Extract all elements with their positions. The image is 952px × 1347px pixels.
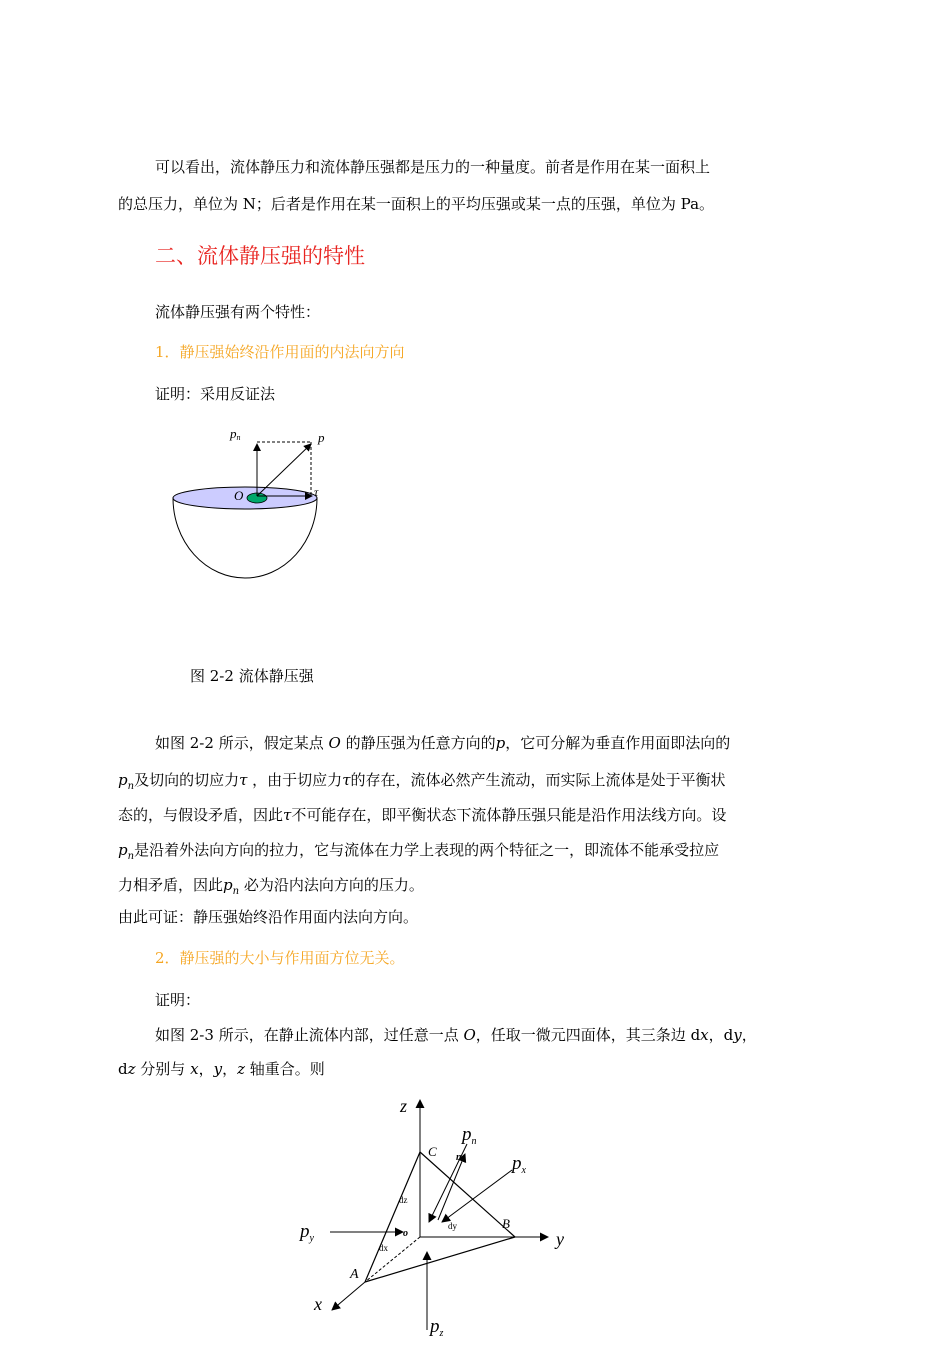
- label-o: o: [403, 1228, 408, 1239]
- label-z: z: [400, 1096, 408, 1116]
- label-y: y: [556, 1229, 564, 1249]
- label-tau: τ: [314, 485, 319, 499]
- label-dz: dz: [399, 1195, 408, 1205]
- section-heading: 二、流体静压强的特性: [155, 244, 365, 268]
- property2-heading: 2．静压强的大小与作用面方位无关。: [155, 949, 405, 967]
- label-a: A: [350, 1267, 359, 1282]
- label-p: p: [318, 430, 325, 445]
- label-dy: dy: [448, 1221, 457, 1231]
- para1-line1: 可以看出，流体静压力和流体静压强都是压力的一种量度。前者是作用在某一面积上: [155, 158, 711, 176]
- label-o: O: [234, 488, 244, 503]
- proof2-label: 证明：: [155, 991, 201, 1009]
- axis-x: [332, 1282, 365, 1310]
- para3-line1: 如图 2-3 所示，在静止流体内部，过任意一点 O，任取一微元四面体，其三条边 dx，dy，: [155, 1026, 757, 1044]
- hemisphere-disk: [173, 487, 317, 509]
- intro-text: 流体静压强有两个特性：: [155, 303, 321, 321]
- label-px: $p_x$: [512, 1153, 526, 1176]
- label-x: x: [314, 1294, 322, 1314]
- figure-tetrahedron: [290, 1092, 590, 1342]
- label-pz: $p_z$: [430, 1316, 444, 1339]
- label-pn: pn: [230, 426, 241, 442]
- hemisphere-bowl: [173, 498, 317, 578]
- figure-hemisphere: [160, 420, 340, 590]
- arrow-p: [257, 444, 311, 496]
- property1-heading: 1．静压强始终沿作用面的内法向方向: [155, 343, 405, 361]
- arrow-n: [438, 1154, 465, 1220]
- label-py: $p_y$: [300, 1221, 314, 1244]
- label-dx: dx: [379, 1243, 388, 1253]
- proof1-label: 证明：采用反证法: [155, 385, 276, 403]
- para2-line3: 态的，与假设矛盾，因此τ不可能存在，即平衡状态下流体静压强只能是沿作用法线方向。设: [118, 806, 727, 824]
- para2-line5: 力相矛盾，因此$p_n$ 必为沿内法向方向的压力。: [118, 876, 424, 897]
- para2-line2: $p_n$及切向的切应力τ ，由于切应力τ的存在，流体必然产生流动，而实际上流体是处于平衡状: [118, 771, 726, 792]
- arrow-px: [442, 1170, 512, 1222]
- para3-line2: dz 分别与 x，y，z 轴重合。则: [118, 1060, 325, 1078]
- label-b: B: [502, 1216, 510, 1231]
- label-pn: $p_n$: [462, 1124, 477, 1147]
- conclusion-text: 由此可证：静压强始终沿作用面内法向方向。: [118, 908, 419, 926]
- label-c: C: [428, 1144, 437, 1159]
- figure1-caption: 图 2-2 流体静压强: [190, 667, 314, 685]
- para1-line2: 的总压力，单位为 N；后者是作用在某一面积上的平均压强或某一点的压强，单位为 Pa。: [118, 195, 715, 213]
- para2-line4: $p_n$是沿着外法向方向的拉力，它与流体在力学上表现的两个特征之一，即流体不能承受拉应: [118, 841, 720, 862]
- para2-line1: 如图 2-2 所示，假定某点 O 的静压强为任意方向的p，它可分解为垂直作用面即法向的: [155, 734, 731, 752]
- label-n: n: [456, 1152, 462, 1163]
